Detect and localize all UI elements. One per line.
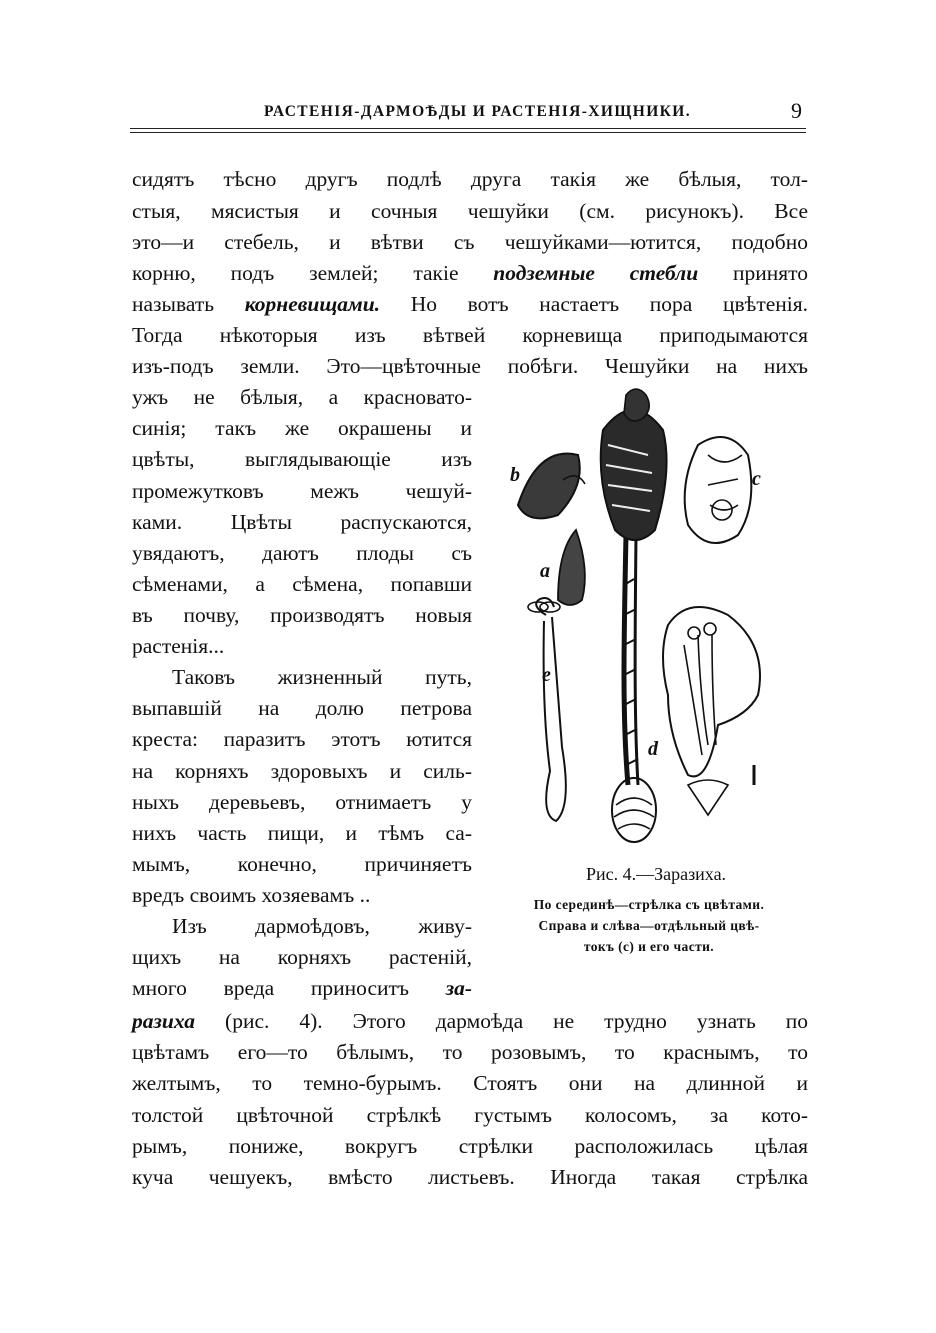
text-line: желтымъ, то темно-бурымъ. Стоятъ они на длинной и bbox=[132, 1071, 808, 1095]
text-line bbox=[132, 289, 808, 319]
text-run: принято bbox=[732, 261, 808, 285]
flower-spike bbox=[601, 410, 667, 540]
text-run: Но вотъ настаетъ пора цвѣтенія. bbox=[410, 292, 808, 316]
figure-label-b: b bbox=[510, 464, 520, 486]
flower-part-e bbox=[536, 598, 566, 821]
figure-label-e: e bbox=[542, 664, 551, 686]
flower-d-calyx bbox=[688, 780, 728, 815]
text-run: много вреда приноситъ bbox=[132, 976, 410, 1000]
italic-term: разиха bbox=[132, 1009, 196, 1033]
flower-d-anther bbox=[688, 627, 700, 639]
figure-caption-line: токъ (c) и его части. bbox=[583, 939, 715, 954]
text-line: растенія... bbox=[132, 634, 225, 658]
text-line: Тогда нѣкоторыя изъ вѣтвей корневища приподымаются bbox=[132, 323, 808, 347]
text-line: увядаютъ, даютъ плоды съ bbox=[132, 541, 472, 565]
flower-part-a bbox=[558, 530, 585, 605]
figure-caption-line: Справа и слѣва—отдѣльный цвѣ- bbox=[538, 918, 760, 933]
text-line: въ почву, производятъ новыя bbox=[132, 603, 472, 627]
text-line: креста: паразитъ этотъ ютится bbox=[132, 727, 472, 751]
running-title: РАСТЕНІЯ-ДАРМОѢДЫ И РАСТЕНІЯ-ХИЩНИКИ. bbox=[264, 103, 692, 120]
flower-d-anther bbox=[704, 623, 716, 635]
text-line: нихъ часть пищи, и тѣмъ са- bbox=[132, 821, 472, 845]
tuber-bulb-scales bbox=[614, 798, 654, 829]
text-line: изъ-подъ земли. Это—цвѣточные побѣги. Чешуйки на нихъ bbox=[132, 354, 808, 378]
flower-spike-tip bbox=[624, 389, 649, 421]
header-rule-secondary bbox=[130, 132, 806, 133]
flower-d bbox=[663, 607, 760, 776]
text-line: толстой цвѣточной стрѣлкѣ густымъ колосомъ, за кото- bbox=[132, 1103, 808, 1127]
stalk-line bbox=[624, 535, 628, 785]
running-header bbox=[130, 92, 806, 132]
text-line: Таковъ жизненный путь, bbox=[172, 665, 472, 689]
text-line: рымъ, пониже, вокругъ стрѣлки расположилась цѣлая bbox=[132, 1134, 808, 1158]
header-rule bbox=[130, 128, 806, 129]
text-line: щихъ на корняхъ растеній, bbox=[132, 945, 472, 969]
orobanche-illustration bbox=[508, 385, 786, 845]
flower-d-stamens bbox=[684, 635, 716, 755]
figure-caption-line: По серединѣ—стрѣлка съ цвѣтами. bbox=[533, 897, 765, 912]
text-line: ками. Цвѣты распускаются, bbox=[132, 510, 472, 534]
text-line: сидятъ тѣсно другъ подлѣ друга такія же бѣлыя, тол- bbox=[132, 167, 808, 191]
stalk-line bbox=[635, 535, 638, 785]
text-line bbox=[132, 258, 808, 288]
figure-caption-title: Рис. 4.—Заразиха. bbox=[585, 864, 727, 884]
text-line: куча чешуекъ, вмѣсто листьевъ. Иногда такая стрѣлка bbox=[132, 1165, 808, 1189]
flower-c-detail bbox=[708, 455, 742, 510]
flower-c bbox=[685, 437, 752, 543]
text-line: стыя, мясистыя и сочныя чешуйки (см. рисунокъ). Все bbox=[132, 199, 808, 223]
text-line bbox=[132, 1006, 808, 1036]
text-line: синія; такъ же окрашены и bbox=[132, 416, 472, 440]
text-line: на корняхъ здоровыхъ и силь- bbox=[132, 759, 472, 783]
text-run: (рис. 4). Этого дармоѣда не трудно узнать по bbox=[225, 1009, 808, 1033]
text-run: называть bbox=[132, 292, 215, 316]
page-number: 9 bbox=[791, 98, 802, 123]
text-line: вредъ своимъ хозяевамъ .. bbox=[132, 883, 371, 907]
text-line: ныхъ деревьевъ, отнимаетъ у bbox=[132, 790, 472, 814]
text-line: выпавшій на долю петрова bbox=[132, 696, 472, 720]
flower-b bbox=[518, 454, 580, 519]
text-line bbox=[132, 973, 472, 1003]
italic-term: корневищами. bbox=[244, 292, 381, 316]
flower-part-e-anther bbox=[540, 602, 560, 612]
text-run: корню, подъ землей; такіе bbox=[132, 261, 459, 285]
text-line: Изъ дармоѣдовъ, живу- bbox=[172, 914, 472, 938]
italic-term: за- bbox=[445, 976, 473, 1000]
text-line: это—и стебель, и вѣтви съ чешуйками—ютится, подобно bbox=[132, 230, 808, 254]
text-line: сѣменами, а сѣмена, попавши bbox=[132, 572, 472, 596]
italic-term: подземные стебли bbox=[493, 261, 699, 285]
figure-label-a: a bbox=[540, 560, 550, 582]
text-line: цвѣты, выглядывающіе изъ bbox=[132, 447, 472, 471]
text-line: промежутковъ межъ чешуй- bbox=[132, 479, 472, 503]
text-line: мымъ, конечно, причиняетъ bbox=[132, 852, 472, 876]
text-line: цвѣтамъ его—то бѣлымъ, то розовымъ, то краснымъ, то bbox=[132, 1040, 808, 1064]
figure-label-c: c bbox=[752, 468, 761, 490]
text-line: ужъ не бѣлыя, а красновато- bbox=[132, 385, 472, 409]
figure-label-d: d bbox=[648, 738, 658, 760]
